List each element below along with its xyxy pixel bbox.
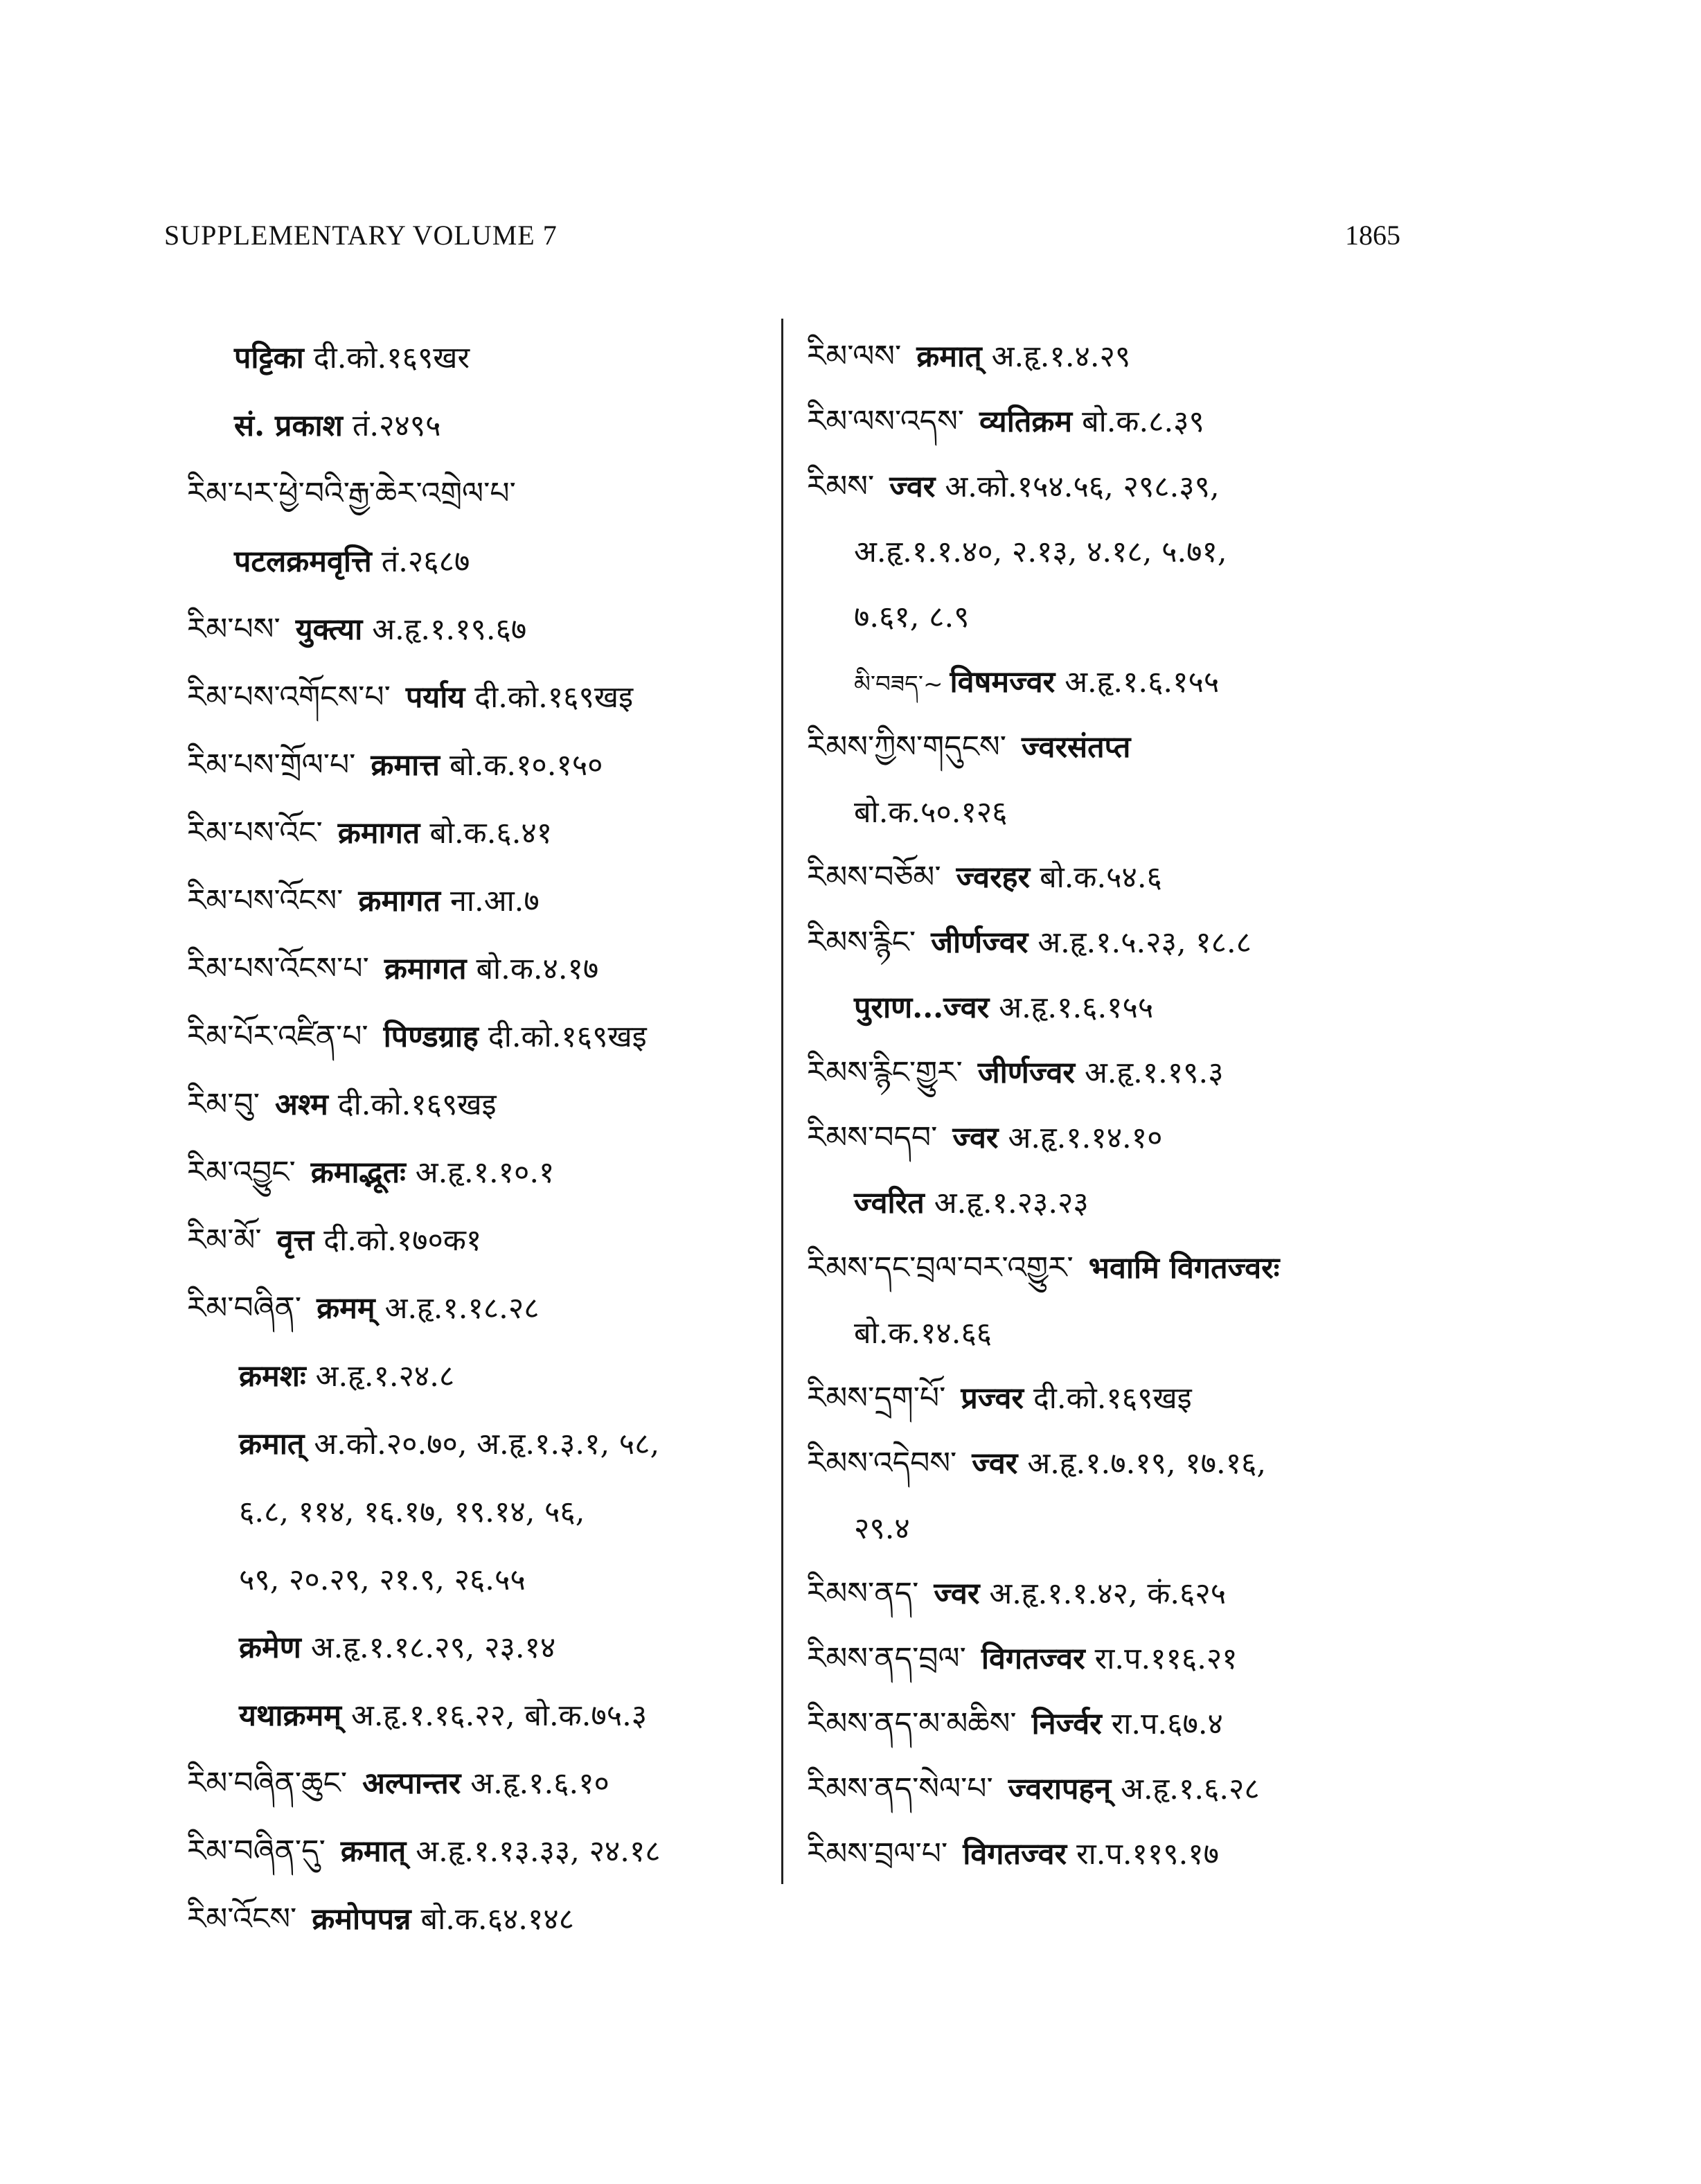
dictionary-entry-line	[187, 1003, 769, 1071]
source-reference: रा.प.११९.१७	[1076, 1837, 1220, 1872]
sanskrit-equivalent: पुराण...ज्वर	[854, 991, 990, 1025]
sanskrit-equivalent: क्रमात्	[340, 1834, 407, 1869]
source-reference: तं.२४९५	[352, 409, 441, 443]
sanskrit-equivalent: अल्पान्तर	[362, 1766, 461, 1801]
sanskrit-equivalent: क्रमोपपन्न	[312, 1902, 411, 1937]
source-reference: अ.हृ.१.५.२३, १८.८	[1037, 925, 1252, 960]
tibetan-headword: རིམ་ལས་	[807, 339, 902, 374]
dictionary-entry-line	[187, 799, 769, 867]
dictionary-entry-line	[807, 1366, 1589, 1431]
source-reference: अ.हृ.१.२३.२३	[934, 1186, 1089, 1220]
dictionary-entry-line	[807, 389, 1589, 454]
sanskrit-equivalent: सं. प्रकाश	[234, 409, 343, 443]
tibetan-headword: རིམས་དང་བྲལ་བར་འགྱུར་	[807, 1250, 1074, 1286]
source-reference: बो.क.४.१७	[476, 952, 599, 986]
source-reference: बो.क.५४.६	[1040, 860, 1162, 895]
dictionary-entry-line	[187, 664, 769, 731]
page-number: 1865	[1345, 220, 1400, 251]
dictionary-entry-line	[187, 867, 769, 935]
source-reference: अ.हृ.१.२४.८	[315, 1359, 455, 1394]
sanskrit-equivalent: ज्वरित	[854, 1186, 925, 1220]
source-reference: बो.क.५०.१२६	[854, 795, 1008, 830]
sanskrit-equivalent: क्रमात्	[916, 339, 982, 374]
dictionary-entry-line	[187, 596, 769, 664]
sanskrit-equivalent: क्रमशः	[239, 1359, 306, 1394]
dictionary-entry-line	[807, 585, 1589, 650]
dictionary-entry-line	[187, 528, 769, 596]
source-reference: अ.हृ.१.४.२९	[991, 339, 1131, 374]
dictionary-entry-line	[187, 1207, 769, 1275]
tibetan-headword: རིམས་བདབ་	[807, 1120, 938, 1155]
source-reference: तं.२६८७	[381, 544, 470, 579]
dictionary-entry-line	[807, 1757, 1589, 1822]
tibetan-headword: རིམས་ནད་བྲལ་	[807, 1641, 966, 1676]
sanskrit-equivalent: क्रमम्	[317, 1291, 375, 1326]
sanskrit-equivalent: क्रमात्त	[371, 748, 440, 783]
tibetan-headword: རིམས་བཅོམ་	[807, 860, 941, 895]
sanskrit-equivalent: विषमज्वर	[950, 665, 1056, 700]
dictionary-entry-line	[187, 1750, 769, 1818]
dictionary-entry-line	[187, 1614, 769, 1682]
tibetan-headword: རིམས་རྙིང་	[807, 925, 916, 960]
sanskrit-equivalent: पट्टिका	[234, 341, 304, 375]
sanskrit-equivalent: अश्म	[274, 1087, 328, 1122]
tibetan-headword: རིམ་པས་	[187, 612, 280, 647]
sanskrit-equivalent: वृत्त	[276, 1223, 314, 1258]
tibetan-headword: རིམ་པས་འོང་	[187, 815, 323, 851]
source-reference: अ.हृ.१.१८.२९, २३.१४	[310, 1631, 556, 1665]
dictionary-entry-line	[807, 975, 1589, 1040]
dictionary-entry-line	[187, 392, 769, 460]
source-reference: अ.हृ.१.६.१५५	[1065, 665, 1220, 700]
dictionary-entry-line	[807, 1040, 1589, 1106]
sanskrit-equivalent: व्यतिक्रम	[979, 405, 1073, 439]
sanskrit-equivalent: जीर्णज्वर	[931, 925, 1028, 960]
running-title: SUPPLEMENTARY VOLUME 7	[164, 220, 558, 251]
dictionary-entry-line	[187, 460, 769, 528]
source-reference: दी.को.१६९खर	[313, 341, 470, 375]
tibetan-headword: རིམ་པས་འོངས་	[187, 883, 344, 918]
source-reference: बो.क.१०.१५०	[449, 748, 603, 783]
source-reference: अ.हृ.१.६.१५५	[999, 991, 1154, 1025]
tibetan-headword: རིམ་འོངས་	[187, 1901, 297, 1937]
sanskrit-equivalent: क्रमागत	[337, 816, 420, 851]
dictionary-entry-line	[187, 731, 769, 799]
dictionary-entry-line	[187, 1546, 769, 1614]
dictionary-entry-line	[807, 1692, 1589, 1757]
tibetan-headword: རིམས་བྲལ་པ་	[807, 1836, 948, 1872]
dictionary-entry-line	[807, 1626, 1589, 1692]
source-reference: अ.को.१५४.५६, २९८.३९,	[945, 470, 1220, 504]
dictionary-entry-line	[187, 1275, 769, 1342]
sanskrit-equivalent: निर्ज्वर	[1031, 1707, 1102, 1741]
tibetan-headword: རིམ་མོ་	[187, 1223, 262, 1258]
tibetan-headword: རིམ་བུ་	[187, 1087, 260, 1122]
source-reference: ७.६१, ८.९	[854, 600, 970, 634]
sanskrit-equivalent: प्रज्वर	[961, 1381, 1024, 1416]
tibetan-headword: རིམས་ནད་	[807, 1576, 919, 1611]
dictionary-entry-line	[187, 1071, 769, 1139]
dictionary-entry-line	[807, 650, 1589, 715]
source-reference: दी.को.१६९खइ	[488, 1020, 647, 1054]
left-column	[187, 324, 769, 1953]
dictionary-entry-line	[187, 324, 769, 392]
source-reference: ५९, २०.२९, २१.९, २६.५५	[239, 1563, 526, 1597]
tibetan-headword: རིམས་ནད་མ་མཆིས་	[807, 1706, 1017, 1741]
sanskrit-equivalent: क्रमेण	[239, 1631, 301, 1665]
dictionary-entry-line	[807, 1561, 1589, 1626]
tibetan-headword: རིམ་པོར་འཛིན་པ་	[187, 1019, 368, 1054]
source-reference: बो.क.८.३९	[1082, 405, 1204, 439]
dictionary-entry-line	[187, 1410, 769, 1478]
sanskrit-equivalent: जीर्णज्वर	[977, 1056, 1075, 1090]
dictionary-entry-line	[187, 1885, 769, 1953]
sanskrit-equivalent: क्रमात्	[239, 1427, 305, 1462]
dictionary-entry-line	[187, 1818, 769, 1885]
tibetan-headword: རིམ་ལས་འདས་	[807, 404, 965, 439]
sanskrit-equivalent: ज्वरहर	[956, 860, 1031, 895]
dictionary-entry-line	[807, 520, 1589, 585]
dictionary-entry-line	[187, 1139, 769, 1207]
sanskrit-equivalent: ज्वरसंतप्त	[1021, 730, 1131, 765]
tibetan-headword: རིམ་བཞིན་ཆུང་	[187, 1766, 348, 1801]
dictionary-entry-line	[807, 1301, 1589, 1366]
tibetan-headword: རིམ་འབྱུང་	[187, 1155, 296, 1190]
dictionary-entry-line	[807, 1822, 1589, 1887]
tibetan-headword: རིམ་བཞིན་	[187, 1290, 302, 1326]
source-reference: दी.को.१६९खइ	[337, 1087, 497, 1122]
dictionary-entry-line	[187, 1682, 769, 1750]
sanskrit-equivalent: युक्त्या	[295, 612, 363, 647]
source-reference: ना.आ.७	[450, 884, 540, 918]
sanskrit-equivalent: यथाक्रमम्	[239, 1698, 342, 1733]
source-reference: रा.प.११६.२१	[1094, 1642, 1238, 1676]
source-reference: दी.को.१७०क१	[323, 1223, 482, 1258]
source-reference: ६.८, ११४, १६.१७, १९.१४, ५६,	[239, 1495, 585, 1529]
tibetan-headword: རིམ་བཞིན་དུ་	[187, 1834, 326, 1869]
tibetan-headword: རིམས་	[807, 469, 875, 504]
source-reference: अ.हृ.१.१९.६७	[372, 612, 527, 647]
dictionary-entry-line	[807, 1431, 1589, 1496]
tibetan-headword: རིམས་ཀྱིས་གདུངས་	[807, 729, 1006, 765]
dictionary-entry-line	[807, 454, 1589, 520]
source-reference: बो.क.६४.१४८	[420, 1902, 575, 1937]
source-reference: दी.को.१६९खइ	[474, 680, 634, 715]
source-reference: २९.४	[854, 1511, 910, 1546]
tibetan-headword: རིམས་ནད་སེལ་པ་	[807, 1771, 993, 1806]
sanskrit-equivalent: ज्वर	[934, 1577, 980, 1611]
tibetan-headword: རིམ་པར་ཕྱེ་བའི་རྒྱ་ཆེར་འགྲེལ་པ་	[187, 476, 516, 511]
sanskrit-equivalent: विगतज्वर	[963, 1837, 1067, 1872]
dictionary-entry-line	[807, 715, 1589, 780]
source-reference: अ.हृ.१.७.१९, १७.१६,	[1027, 1446, 1267, 1481]
source-reference: अ.हृ.१.१.४२, कं.६२५	[989, 1577, 1227, 1611]
sanskrit-equivalent: ज्वर	[972, 1446, 1018, 1481]
column-divider	[781, 319, 783, 1884]
dictionary-entry-line	[807, 1496, 1589, 1561]
sanskrit-equivalent: ज्वर	[952, 1121, 999, 1155]
tibetan-headword: རིམས་འདེབས་	[807, 1446, 957, 1481]
source-reference: अ.को.२०.७०, अ.हृ.१.३.१, ५८,	[314, 1427, 660, 1462]
sanskrit-equivalent: ज्वर	[889, 470, 936, 504]
tibetan-headword: རིམས་རྙིང་གྱུར་	[807, 1055, 963, 1090]
source-reference: रा.प.६७.४	[1111, 1707, 1223, 1741]
source-reference: अ.हृ.१.१९.३	[1084, 1056, 1224, 1090]
source-reference: अ.हृ.१.१.४०, २.१३, ४.१८, ५.७१,	[854, 535, 1227, 569]
dictionary-entry-line	[807, 1106, 1589, 1171]
source-reference: दी.को.१६९खइ	[1033, 1381, 1192, 1416]
dictionary-entry-line	[187, 935, 769, 1003]
sanskrit-equivalent: क्रमाद्भूतः	[310, 1155, 406, 1190]
sanskrit-equivalent: विगतज्वर	[981, 1642, 1085, 1676]
dictionary-entry-line	[807, 324, 1589, 389]
source-reference: अ.हृ.१.६.१०	[470, 1766, 609, 1801]
source-reference: अ.हृ.१.१६.२२, बो.क.७५.३	[351, 1698, 648, 1733]
sanskrit-equivalent: पर्याय	[405, 680, 465, 715]
source-reference: बो.क.६.४१	[429, 816, 553, 851]
tibetan-headword: རིམས་དྲག་པོ་	[807, 1380, 946, 1416]
sanskrit-equivalent: पटलक्रमवृत्ति	[234, 544, 372, 579]
tibetan-headword: རིམ་པས་འོངས་པ་	[187, 951, 369, 986]
dictionary-entry-line	[187, 1478, 769, 1546]
dictionary-entry-line	[807, 1171, 1589, 1236]
dictionary-entry-line	[807, 910, 1589, 975]
source-reference: बो.क.१४.६६	[854, 1316, 992, 1351]
source-reference: अ.हृ.१.१०.१	[415, 1155, 555, 1190]
sanskrit-equivalent: भवामि विगतज्वरः	[1088, 1251, 1280, 1286]
dictionary-entry-line	[807, 780, 1589, 845]
sanskrit-equivalent: पिण्डग्राह	[383, 1020, 479, 1054]
dictionary-entry-line	[807, 845, 1589, 910]
source-reference: अ.हृ.१.६.२८	[1121, 1772, 1260, 1806]
source-reference: अ.हृ.१.१४.१०	[1008, 1121, 1163, 1155]
tibetan-headword: མི་བཟད་~	[854, 671, 943, 698]
right-column	[807, 324, 1589, 1887]
dictionary-entry-line	[807, 1236, 1589, 1301]
dictionary-entry-line	[187, 1342, 769, 1410]
tibetan-headword: རིམ་པས་གྲོལ་པ་	[187, 747, 356, 783]
tibetan-headword: རིམ་པས་འགོངས་པ་	[187, 680, 391, 715]
source-reference: अ.हृ.१.१३.३३, २४.१८	[416, 1834, 661, 1869]
sanskrit-equivalent: ज्वरापहन्	[1008, 1772, 1112, 1806]
sanskrit-equivalent: क्रमागत	[358, 884, 441, 918]
source-reference: अ.हृ.१.१८.२८	[384, 1291, 540, 1326]
sanskrit-equivalent: क्रमागत	[384, 952, 467, 986]
